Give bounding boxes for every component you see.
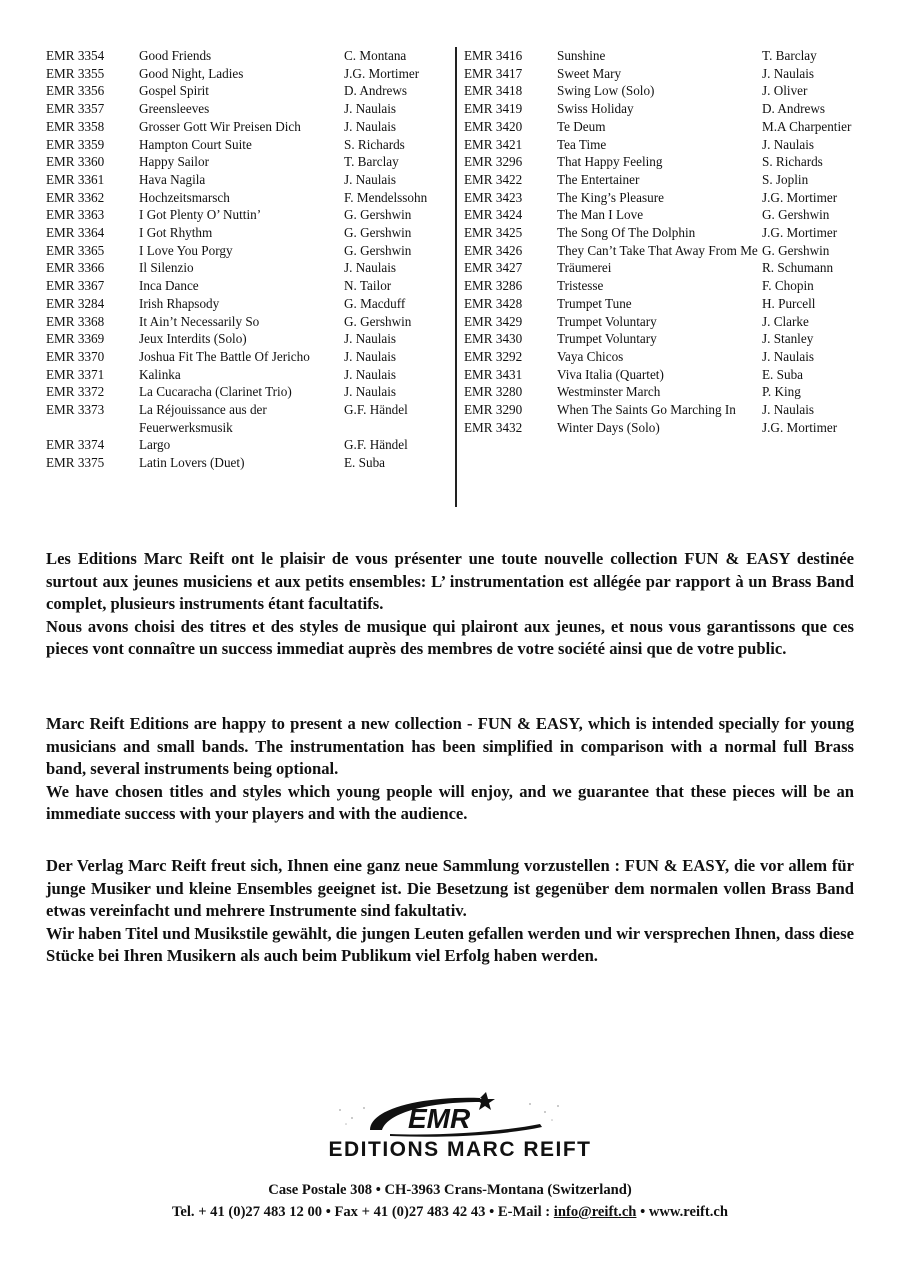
column-divider	[455, 47, 457, 507]
catalog-code: EMR 3354	[46, 48, 105, 63]
catalog-composer: J. Clarke	[762, 313, 809, 329]
catalog-row	[464, 118, 876, 136]
paragraph-text: We have chosen titles and styles which young people will enjoy, and we guarantee that these pieces will be an immediate success with your players and with the audience.	[46, 781, 854, 824]
emr-logo-wordmark: EDITIONS MARC REIFT	[328, 1138, 592, 1161]
catalog-code: EMR 3368	[46, 313, 105, 329]
paragraph-text: Wir haben Titel und Musikstile gewählt, die jungen Leuten gefallen werden und wir versprechen Ihnen, dass diese Stücke bei Ihren Musikern als auch beim Publikum viel Erfolg haben werden.	[46, 923, 854, 966]
catalog-code: EMR 3290	[464, 402, 523, 418]
catalog-title: I Got Rhythm	[139, 225, 213, 241]
catalog-row	[46, 65, 446, 83]
catalog-composer: F. Mendelssohn	[344, 189, 428, 205]
catalog-row	[464, 171, 876, 189]
catalog-composer: J. Naulais	[344, 101, 397, 117]
catalog-row	[464, 401, 876, 419]
footer-contact-suffix: • www.reift.ch	[636, 1204, 728, 1220]
catalog-composer: M.A Charpentier	[762, 118, 852, 134]
emr-logo-letters: EMR	[408, 1103, 471, 1134]
catalog-title: Tristesse	[557, 278, 604, 294]
paragraph-text: Les Editions Marc Reift ont le plaisir de vous présenter une toute nouvelle collection FUN & EASY destinée surtout aux jeunes musiciens et aux petits ensembles: L’ instrumentation est allégée par rapport à un Brass Band complet, plusieurs instruments étant facultatifs.	[46, 549, 854, 614]
catalog-row	[464, 419, 876, 437]
catalog-title: Kalinka	[139, 366, 181, 382]
catalog-row	[464, 259, 876, 277]
catalog-composer: G. Gershwin	[762, 207, 830, 223]
catalog-code: EMR 3366	[46, 260, 105, 276]
catalog-title: Hampton Court Suite	[139, 136, 252, 152]
catalog-title: Latin Lovers (Duet)	[139, 455, 245, 471]
catalog-code: EMR 3360	[46, 154, 105, 170]
catalog-composer: H. Purcell	[762, 295, 816, 311]
catalog-title: Good Night, Ladies	[139, 65, 244, 81]
catalog-code: EMR 3423	[464, 189, 523, 205]
catalog-title: Largo	[139, 437, 171, 453]
catalog-code: EMR 3420	[464, 118, 523, 134]
catalog-row	[464, 100, 876, 118]
catalog-title: The Entertainer	[557, 171, 640, 187]
catalog-code: EMR 3284	[46, 295, 105, 311]
catalog-title: Trumpet Voluntary	[557, 313, 657, 329]
catalog-code: EMR 3364	[46, 225, 105, 241]
catalog-code: EMR 3362	[46, 189, 105, 205]
catalog-composer: J.G. Mortimer	[344, 65, 420, 81]
catalog-composer: G.F. Händel	[344, 402, 408, 418]
catalog-composer: G. Gershwin	[344, 313, 412, 329]
catalog-title: Joshua Fit The Battle Of Jericho	[139, 348, 310, 364]
catalog-composer: J. Naulais	[344, 118, 397, 134]
catalog-composer: J. Naulais	[344, 171, 397, 187]
catalog-code: EMR 3427	[464, 260, 523, 276]
catalog-code: EMR 3357	[46, 101, 105, 117]
catalog-title: The Man I Love	[557, 207, 644, 223]
catalog-code: EMR 3358	[46, 118, 105, 134]
catalog-row	[46, 100, 446, 118]
catalog-composer: J.G. Mortimer	[762, 189, 838, 205]
catalog-column-left	[46, 47, 446, 472]
catalog-code: EMR 3361	[46, 171, 105, 187]
catalog-code: EMR 3374	[46, 437, 105, 453]
catalog-composer: J. Naulais	[344, 366, 397, 382]
catalog-composer: G. Gershwin	[762, 242, 830, 258]
emr-logo-mark	[330, 1090, 570, 1138]
catalog-title: Grosser Gott Wir Preisen Dich	[139, 118, 301, 134]
catalog-code: EMR 3416	[464, 48, 523, 63]
catalog-row	[46, 136, 446, 154]
catalog-composer: S. Richards	[344, 136, 405, 152]
catalog-code: EMR 3292	[464, 348, 523, 364]
catalog-title: Il Silenzio	[139, 260, 194, 276]
catalog-title: I Got Plenty O’ Nuttin’	[139, 207, 262, 223]
catalog-title: Inca Dance	[139, 278, 199, 294]
catalog-title: Träumerei	[557, 260, 612, 276]
catalog-composer: J. Oliver	[762, 83, 808, 99]
catalog-composer: E. Suba	[762, 366, 804, 382]
paragraph-text: Nous avons choisi des titres et des styles de musique qui plairont aux jeunes, et nous vous garantissons que ces pieces vont connaître un success immediat auprès des membres de votre société ainsi que de votre public.	[46, 616, 854, 659]
catalog-composer: D. Andrews	[344, 83, 408, 99]
catalog-title: Irish Rhapsody	[139, 295, 220, 311]
catalog-row	[464, 295, 876, 313]
catalog-row	[46, 277, 446, 295]
catalog-composer: G. Gershwin	[344, 242, 412, 258]
catalog-row	[46, 153, 446, 171]
catalog-composer: S. Joplin	[762, 171, 809, 187]
catalog-column-right	[464, 47, 876, 436]
catalog-row	[464, 65, 876, 83]
catalog-title: Swiss Holiday	[557, 101, 634, 117]
catalog-row	[464, 224, 876, 242]
catalog-row	[46, 118, 446, 136]
catalog-composer: S. Richards	[762, 154, 823, 170]
catalog-composer: J. Naulais	[762, 136, 815, 152]
catalog-composer: J. Naulais	[344, 331, 397, 347]
catalog-row	[46, 383, 446, 401]
catalog-composer: E. Suba	[344, 455, 386, 471]
catalog-row	[46, 82, 446, 100]
catalog-composer: D. Andrews	[762, 101, 826, 117]
catalog-title: It Ain’t Necessarily So	[139, 313, 260, 329]
paragraph-text: Marc Reift Editions are happy to present a new collection - FUN & EASY, which is intended specially for young musicians and small bands. The instrumentation has been simplified in comparison with a normal full Brass band, several instruments being optional.	[46, 714, 854, 779]
catalog-title: Viva Italia (Quartet)	[557, 366, 664, 382]
footer-contact	[46, 1201, 854, 1223]
catalog-title: La Cucaracha (Clarinet Trio)	[139, 384, 292, 400]
catalog-composer: C. Montana	[344, 48, 407, 63]
catalog-title: Westminster March	[557, 384, 661, 400]
catalog-code: EMR 3367	[46, 278, 105, 294]
paragraph-german	[46, 855, 854, 968]
catalog-composer: J.G. Mortimer	[762, 419, 838, 435]
catalog-title: Gospel Spirit	[139, 83, 209, 99]
catalog-row	[464, 153, 876, 171]
catalog-row	[464, 206, 876, 224]
catalog-row	[464, 366, 876, 384]
catalog-row	[46, 330, 446, 348]
catalog-code: EMR 3428	[464, 295, 523, 311]
catalog-row	[464, 348, 876, 366]
catalog-code: EMR 3280	[464, 384, 523, 400]
catalog-row	[46, 171, 446, 189]
catalog-composer: J. Naulais	[762, 65, 815, 81]
catalog-title: Hava Nagila	[139, 171, 206, 187]
catalog-code: EMR 3418	[464, 83, 523, 99]
catalog-title: La Réjouissance aus der Feuerwerksmusik	[139, 402, 267, 435]
catalog-title: Trumpet Voluntary	[557, 331, 657, 347]
catalog-code: EMR 3371	[46, 366, 105, 382]
catalog-code: EMR 3365	[46, 242, 105, 258]
catalog-row	[46, 224, 446, 242]
catalog-code: EMR 3421	[464, 136, 523, 152]
catalog-row	[46, 47, 446, 65]
catalog-title: Te Deum	[557, 118, 606, 134]
catalog-title: Good Friends	[139, 48, 212, 63]
catalog-title: Greensleeves	[139, 101, 210, 117]
catalog-composer: J. Naulais	[762, 402, 815, 418]
catalog-row	[464, 136, 876, 154]
catalog-composer: J. Naulais	[762, 348, 815, 364]
catalog-code: EMR 3426	[464, 242, 523, 258]
catalog-title: Jeux Interdits (Solo)	[139, 331, 247, 347]
catalog-row	[46, 401, 446, 436]
catalog-code: EMR 3424	[464, 207, 523, 223]
catalog-title: Sunshine	[557, 48, 606, 63]
catalog-title: Happy Sailor	[139, 154, 209, 170]
catalog-title: Vaya Chicos	[557, 348, 624, 364]
catalog-code: EMR 3359	[46, 136, 105, 152]
catalog-row	[464, 330, 876, 348]
catalog-composer: R. Schumann	[762, 260, 834, 276]
catalog-row	[464, 189, 876, 207]
paragraph-text: Der Verlag Marc Reift freut sich, Ihnen eine ganz neue Sammlung vorzustellen : FUN & EASY, die vor allem für junge Musiker und kleine Ensembles geeignet ist. Die Besetzung ist gegenüber dem normalen vollen Brass Band etwas vereinfacht und mehrere Instrumente sind fakultativ.	[46, 856, 854, 921]
catalog-composer: J. Naulais	[344, 384, 397, 400]
catalog-row	[46, 189, 446, 207]
catalog-code: EMR 3429	[464, 313, 523, 329]
catalog-code: EMR 3419	[464, 101, 523, 117]
catalog-code: EMR 3369	[46, 331, 105, 347]
catalog-composer: J. Naulais	[344, 348, 397, 364]
catalog-title: Sweet Mary	[557, 65, 622, 81]
catalog-composer: J.G. Mortimer	[762, 225, 838, 241]
catalog-title: Tea Time	[557, 136, 607, 152]
catalog-title: That Happy Feeling	[557, 154, 663, 170]
catalog-row	[46, 242, 446, 260]
catalog-composer: F. Chopin	[762, 278, 814, 294]
catalog-row	[464, 383, 876, 401]
footer-contact-prefix: Tel. + 41 (0)27 483 12 00 • Fax + 41 (0)27 483 42 43 • E-Mail :	[171, 1204, 554, 1220]
catalog-row	[46, 348, 446, 366]
catalog-row	[46, 259, 446, 277]
catalog-code: EMR 3430	[464, 331, 523, 347]
catalog-row	[46, 366, 446, 384]
footer-address: Case Postale 308 • CH-3963 Crans-Montana (Switzerland)	[268, 1182, 632, 1198]
catalog-row	[46, 295, 446, 313]
catalog-title: Hochzeitsmarsch	[139, 189, 230, 205]
catalog-row	[46, 313, 446, 331]
catalog-composer: P. King	[762, 384, 801, 400]
catalog-composer: G. Macduff	[344, 295, 406, 311]
catalog-code: EMR 3355	[46, 65, 105, 81]
catalog-code: EMR 3370	[46, 348, 105, 364]
catalog-code: EMR 3356	[46, 83, 105, 99]
catalog-row	[46, 454, 446, 472]
catalog-row	[464, 313, 876, 331]
catalog-code: EMR 3372	[46, 384, 105, 400]
catalog-code: EMR 3375	[46, 455, 105, 471]
catalog-row	[464, 277, 876, 295]
catalog-title: When The Saints Go Marching In	[557, 402, 736, 418]
catalog-code: EMR 3425	[464, 225, 523, 241]
catalog-title: Swing Low (Solo)	[557, 83, 655, 99]
catalog-composer: G. Gershwin	[344, 225, 412, 241]
catalog-composer: T. Barclay	[762, 48, 817, 63]
catalog-row	[46, 206, 446, 224]
catalog-list	[46, 47, 876, 507]
catalog-title: I Love You Porgy	[139, 242, 233, 258]
catalog-code: EMR 3422	[464, 171, 523, 187]
catalog-row	[464, 242, 876, 260]
catalog-title: They Can’t Take That Away From Me	[557, 242, 758, 258]
catalog-composer: G.F. Händel	[344, 437, 408, 453]
catalog-title: The King’s Pleasure	[557, 189, 664, 205]
paragraph-english	[46, 713, 854, 826]
paragraph-french	[46, 548, 854, 661]
catalog-row	[464, 82, 876, 100]
catalog-composer: N. Tailor	[344, 278, 392, 294]
emr-logo	[270, 1090, 650, 1165]
catalog-row	[46, 436, 446, 454]
catalog-composer: T. Barclay	[344, 154, 399, 170]
catalog-title: Trumpet Tune	[557, 295, 632, 311]
catalog-title: Winter Days (Solo)	[557, 419, 660, 435]
catalog-code: EMR 3432	[464, 419, 523, 435]
catalog-row	[464, 47, 876, 65]
email-link[interactable]: info@reift.ch	[553, 1204, 637, 1220]
catalog-composer: J. Stanley	[762, 331, 814, 347]
catalog-code: EMR 3363	[46, 207, 105, 223]
catalog-code: EMR 3286	[464, 278, 523, 294]
catalog-code: EMR 3296	[464, 154, 523, 170]
catalog-composer: J. Naulais	[344, 260, 397, 276]
catalog-code: EMR 3417	[464, 65, 523, 81]
catalog-composer: G. Gershwin	[344, 207, 412, 223]
catalog-code: EMR 3373	[46, 402, 105, 418]
catalog-title: The Song Of The Dolphin	[557, 225, 696, 241]
catalog-code: EMR 3431	[464, 366, 523, 382]
